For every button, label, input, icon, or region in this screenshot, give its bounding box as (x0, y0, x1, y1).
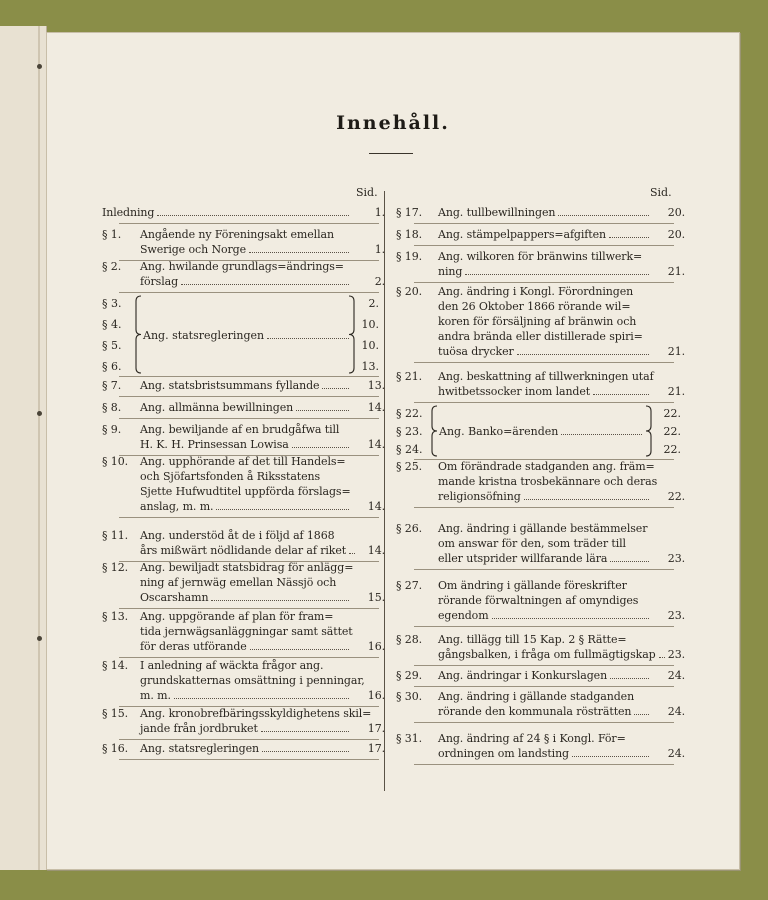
group-section-number: § 3. (102, 297, 122, 310)
section-number: § 27. (396, 579, 422, 592)
entry-text-line: Ang. ändring i Kongl. Förordningen (438, 285, 634, 298)
section-number: § 8. (102, 401, 122, 414)
page-number: 1. (374, 243, 385, 256)
book-page (46, 32, 740, 870)
entry-text-line: den 26 Oktober 1866 rörande wil= (438, 300, 631, 313)
page-number: 1. (374, 206, 385, 219)
entry-separator (119, 739, 379, 740)
page-number: 20. (667, 206, 685, 219)
entry-text-line: Ang. ändring i gällande stadganden (438, 690, 635, 703)
page-number: 17. (367, 742, 385, 755)
section-number: § 26. (396, 522, 422, 535)
title-divider (369, 153, 413, 154)
section-number: § 9. (102, 423, 122, 436)
entry-separator (414, 686, 674, 687)
entry-text-line: Ang. ändringar i Konkurslagen (438, 668, 653, 683)
leader-dots (610, 678, 649, 679)
leader-dots (267, 338, 349, 339)
toc-entry (396, 632, 685, 662)
group-page-number: 13. (361, 360, 379, 373)
entry-text-line: mande kristna trosbekännare och deras (438, 475, 658, 488)
toc-entry (102, 528, 385, 558)
section-number: § 15. (102, 707, 128, 720)
entry-separator (414, 245, 674, 246)
entry-text-line: Ang. tillägg till 15 Kap. 2 § Rätte= (438, 633, 627, 646)
page-number: 23. (667, 609, 685, 622)
entry-text-line: Sjette Hufwudtitel uppförda förslags= (140, 485, 351, 498)
entry-text-line: egendom (438, 608, 653, 623)
toc-entry (396, 521, 685, 566)
entry-text-line: Ang. wilkoren för bränwins tillwerk= (438, 250, 643, 263)
page-number: 13. (367, 379, 385, 392)
entry-text-line: för deras utförande (140, 639, 353, 654)
section-number: § 20. (396, 285, 422, 298)
leader-dots (249, 252, 349, 253)
leader-dots (216, 509, 349, 510)
page-number: 15. (367, 591, 385, 604)
binding-hole (37, 411, 42, 416)
leader-dots (634, 714, 649, 715)
page-number: 16. (367, 640, 385, 653)
group-page-number: 10. (361, 318, 379, 331)
group-label: Ang. statsregleringen (143, 329, 353, 342)
toc-entry (396, 689, 685, 719)
entry-text-line: Ang. understöd åt de i följd af 1868 (140, 529, 335, 542)
group-section-number: § 22. (396, 407, 423, 420)
group-page-number: 10. (361, 339, 379, 352)
entry-text-line: Ang. upphörande af det till Handels= (140, 455, 346, 468)
group-section-number: § 5. (102, 339, 122, 352)
group-page-number: 22. (663, 425, 681, 438)
toc-entry (102, 609, 385, 654)
section-number: § 31. (396, 732, 422, 745)
page-number: 24. (667, 669, 685, 682)
entry-separator (414, 626, 674, 627)
entry-text-line: H. K. H. Prinsessan Lowisa (140, 437, 353, 452)
entry-text-line: Ang. bewiljande af en brudgåfwa till (140, 423, 340, 436)
leader-dots (517, 354, 649, 355)
toc-entry (396, 459, 685, 504)
leader-dots (492, 618, 649, 619)
entry-text-line: hwitbetssocker inom landet (438, 384, 653, 399)
entry-text-line: Ang. ändring i gällande bestämmelser (438, 522, 648, 535)
page-number: 22. (667, 490, 685, 503)
page-number: 21. (667, 265, 685, 278)
left-brace (133, 295, 143, 374)
entry-text-line: Ang. kronobrefbäringsskyldighetens skil= (140, 707, 372, 720)
section-number: § 17. (396, 206, 422, 219)
entry-separator (414, 362, 674, 363)
section-number: § 21. (396, 370, 422, 383)
leader-dots (561, 434, 642, 435)
section-number: § 25. (396, 460, 422, 473)
leader-dots (211, 600, 349, 601)
toc-entry (102, 560, 385, 605)
leader-dots (524, 499, 649, 500)
entry-separator (414, 569, 674, 570)
entry-separator (119, 418, 379, 419)
toc-entry (102, 227, 385, 257)
page-number: 2. (374, 275, 385, 288)
section-number: § 12. (102, 561, 128, 574)
facing-page-edge (0, 26, 47, 870)
entry-text-line: Ang. bewiljadt statsbidrag för anlägg= (140, 561, 354, 574)
entry-separator (119, 396, 379, 397)
entry-text-line: koren för försäljning af bränwin och (438, 315, 637, 328)
entry-text-line: Ang. statsbristsummans fyllande (140, 378, 353, 393)
toc-entry (396, 731, 685, 761)
group-page-number: 2. (368, 297, 379, 310)
entry-separator (119, 376, 379, 377)
page-number: 14. (367, 401, 385, 414)
entry-text-line: I anledning af wäckta frågor ang. (140, 659, 324, 672)
leader-dots (261, 731, 349, 732)
section-number: § 14. (102, 659, 128, 672)
group-section-number: § 24. (396, 443, 423, 456)
left-sid-label: Sid. (356, 186, 378, 199)
leader-dots (157, 215, 349, 216)
toc-entry (396, 227, 685, 242)
entry-text-line: Oscarshamn (140, 590, 353, 605)
page-number: 21. (667, 385, 685, 398)
group-section-number: § 23. (396, 425, 423, 438)
binding-hole (37, 636, 42, 641)
page-number: 16. (367, 689, 385, 702)
page-number: 21. (667, 345, 685, 358)
leader-dots (593, 394, 649, 395)
left-brace (429, 405, 439, 457)
entry-text-line: rörande förwaltningen af omyndiges (438, 594, 639, 607)
leader-dots (558, 215, 649, 216)
toc-entry (396, 249, 685, 279)
page-number: 14. (367, 544, 385, 557)
entry-text-line: m. m. (140, 688, 353, 703)
page-number: 24. (667, 705, 685, 718)
entry-separator (414, 722, 674, 723)
entry-text-line: religionsöfning (438, 489, 653, 504)
toc-entry (102, 422, 385, 452)
entry-text-line: Angående ny Föreningsakt emellan (140, 228, 334, 241)
section-number: § 1. (102, 228, 122, 241)
leader-dots (296, 410, 349, 411)
entry-text-line: ning (438, 264, 653, 279)
binding-hole (37, 64, 42, 69)
entry-text-line: Ang. uppgörande af plan för fram= (140, 610, 334, 623)
section-number: § 18. (396, 228, 422, 241)
entry-text-line: Ang. allmänna bewillningen (140, 400, 353, 415)
page-number: 14. (367, 500, 385, 513)
entry-text-line: jande från jordbruket (140, 721, 353, 736)
entry-separator (119, 517, 379, 518)
entry-text-line: och Sjöfartsfonden å Riksstatens (140, 470, 321, 483)
group-section-number: § 4. (102, 318, 122, 331)
section-number: § 7. (102, 379, 122, 392)
toc-entry (102, 400, 385, 415)
leader-dots (465, 274, 649, 275)
entry-text-line: Om förändrade stadganden ang. främ= (438, 460, 655, 473)
entry-text-line: ordningen om landsting (438, 746, 653, 761)
leader-dots (322, 388, 349, 389)
entry-separator (414, 459, 674, 460)
right-brace (644, 405, 654, 457)
entry-separator (119, 292, 379, 293)
section-number: § 16. (102, 742, 128, 755)
entry-text-line: Ang. beskattning af tillwerkningen utaf (438, 370, 654, 383)
entry-separator (119, 223, 379, 224)
entry-text-line: Ang. tullbewillningen (438, 205, 653, 220)
page-number: 20. (667, 228, 685, 241)
leader-dots (609, 237, 649, 238)
leader-dots (292, 447, 349, 448)
page-number: 23. (667, 552, 685, 565)
toc-entry (102, 378, 385, 393)
entry-text-line: Inledning (102, 205, 353, 220)
toc-entry (396, 284, 685, 359)
right-sid-label: Sid. (650, 186, 672, 199)
section-number: § 28. (396, 633, 422, 646)
entry-text-line: gångsbalken, i fråga om fullmägtigskap (438, 647, 653, 662)
page-number: 24. (667, 747, 685, 760)
entry-text-line: eller utsprider willfarande lära (438, 551, 653, 566)
entry-text-line: Ang. hwilande grundlags=ändrings= (140, 260, 344, 273)
entry-text-line: Om ändring i gällande föreskrifter (438, 579, 627, 592)
entry-text-line: andra brända eller distillerade spiri= (438, 330, 643, 343)
leader-dots (262, 751, 349, 752)
section-number: § 19. (396, 250, 422, 263)
entry-text-line: Ang. stämpelpappers=afgiften (438, 227, 653, 242)
toc-entry (102, 706, 385, 736)
leader-dots (572, 756, 649, 757)
group-page-number: 22. (663, 407, 681, 420)
entry-text-line: rörande den kommunala rösträtten (438, 704, 653, 719)
section-number: § 11. (102, 529, 128, 542)
entry-separator (414, 402, 674, 403)
toc-entry (102, 259, 385, 289)
toc-entry (102, 454, 385, 514)
entry-text-line: tuösa drycker (438, 344, 653, 359)
right-brace (347, 295, 357, 374)
entry-text-line: om answar för den, som träder till (438, 537, 626, 550)
entry-separator (414, 665, 674, 666)
leader-dots (610, 561, 649, 562)
toc-entry (396, 205, 685, 220)
entry-separator (414, 764, 674, 765)
leader-dots (174, 698, 349, 699)
toc-entry (396, 668, 685, 683)
entry-text-line: anslag, m. m. (140, 499, 353, 514)
section-number: § 10. (102, 455, 128, 468)
toc-entry (102, 658, 385, 703)
group-section-number: § 6. (102, 360, 122, 373)
leader-dots (181, 284, 349, 285)
toc-entry (102, 205, 385, 220)
toc-entry (102, 741, 385, 756)
group-page-number: 22. (663, 443, 681, 456)
entry-separator (119, 759, 379, 760)
section-number: § 30. (396, 690, 422, 703)
leader-dots (250, 649, 349, 650)
section-number: § 13. (102, 610, 128, 623)
toc-entry (396, 369, 685, 399)
entry-separator (414, 282, 674, 283)
page-number: 17. (367, 722, 385, 735)
page-number: 14. (367, 438, 385, 451)
group-label: Ang. Banko=ärenden (439, 425, 646, 438)
entry-text-line: grundskatternas omsättning i penningar, (140, 674, 365, 687)
toc-entry (396, 578, 685, 623)
page-title: Innehåll. (336, 112, 450, 134)
entry-text-line: ning af jernwäg emellan Nässjö och (140, 576, 337, 589)
page-number: 23. (667, 648, 685, 661)
section-number: § 2. (102, 260, 122, 273)
entry-text-line: Ang. statsregleringen (140, 741, 353, 756)
entry-text-line: förslag (140, 274, 353, 289)
entry-text-line: Swerige och Norge (140, 242, 353, 257)
section-number: § 29. (396, 669, 422, 682)
entry-text-line: tida jernwägsanläggningar samt sättet (140, 625, 353, 638)
entry-text-line: års mißwärt nödlidande delar af riket (140, 543, 353, 558)
entry-separator (414, 507, 674, 508)
entry-text-line: Ang. ändring af 24 § i Kongl. För= (438, 732, 626, 745)
entry-separator (414, 223, 674, 224)
